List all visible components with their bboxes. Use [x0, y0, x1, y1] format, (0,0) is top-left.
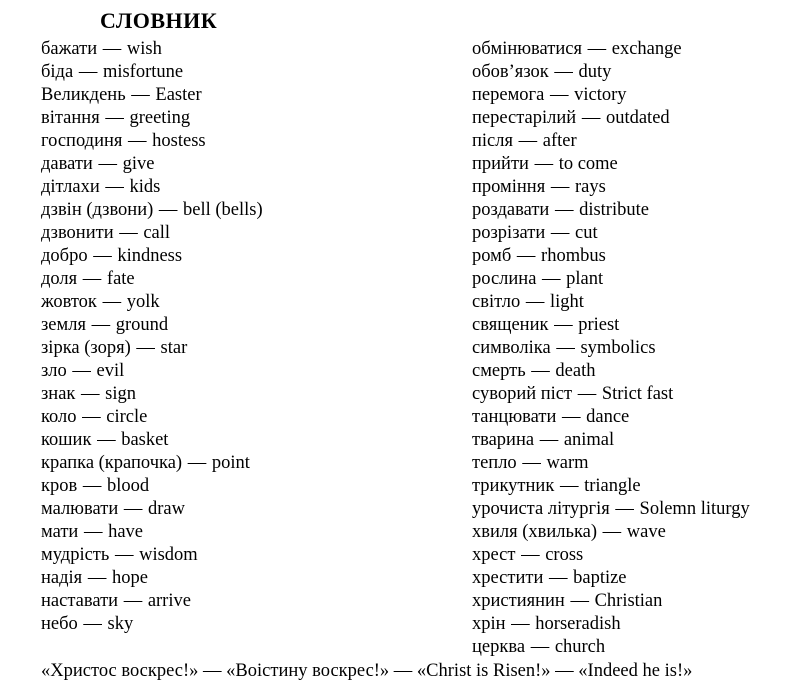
term-separator: —: [577, 108, 605, 128]
glossary-entry: [472, 38, 750, 61]
english-translation: basket: [121, 430, 169, 450]
ukrainian-term: хвиля (хвилька): [472, 522, 598, 542]
ukrainian-term: тепло: [472, 453, 517, 473]
ukrainian-term: християнин: [472, 591, 565, 611]
easter-greeting-phrase: «Христос воскрес!» — «Воістину воскрес!» — «Christ is Risen!» — «Indeed he is!»: [41, 661, 693, 681]
english-translation: cut: [574, 223, 598, 243]
glossary-entry: [472, 498, 750, 521]
english-translation: circle: [106, 407, 148, 427]
glossary-entry: [472, 245, 750, 268]
english-translation: plant: [566, 269, 604, 289]
ukrainian-term: символіка: [472, 338, 551, 358]
term-separator: —: [544, 568, 573, 588]
term-separator: —: [557, 407, 586, 427]
english-translation: kids: [129, 177, 161, 197]
term-separator: —: [506, 614, 535, 634]
english-translation: wisdom: [139, 545, 198, 565]
ukrainian-term: мудрість: [41, 545, 110, 565]
ukrainian-term: кров: [41, 476, 78, 496]
ukrainian-term: роздавати: [472, 200, 550, 220]
english-translation: distribute: [579, 200, 649, 220]
term-separator: —: [93, 154, 122, 174]
ukrainian-term: церква: [472, 637, 526, 657]
term-separator: —: [131, 338, 160, 358]
ukrainian-term: ромб: [472, 246, 512, 266]
ukrainian-term: перестарілий: [472, 108, 577, 128]
term-separator: —: [76, 384, 105, 404]
english-translation: wave: [626, 522, 666, 542]
english-translation: kindness: [117, 246, 183, 266]
english-translation: evil: [96, 361, 125, 381]
glossary-entry: [41, 383, 263, 406]
ukrainian-term: хрін: [472, 614, 506, 634]
ukrainian-term: давати: [41, 154, 93, 174]
term-separator: —: [154, 200, 183, 220]
term-separator: —: [183, 453, 211, 473]
glossary-entry: [41, 291, 263, 314]
term-separator: —: [78, 614, 107, 634]
ukrainian-term: небо: [41, 614, 78, 634]
english-translation: rhombus: [541, 246, 606, 266]
glossary-entry: [41, 360, 263, 383]
english-translation: cross: [545, 545, 584, 565]
glossary-entry: [472, 153, 750, 176]
term-separator: —: [517, 453, 546, 473]
term-separator: —: [119, 499, 147, 519]
ukrainian-term: бажати: [41, 39, 98, 59]
ukrainian-term: перемога: [472, 85, 545, 105]
term-separator: —: [546, 177, 574, 197]
ukrainian-term: танцювати: [472, 407, 557, 427]
ukrainian-term: жовток: [41, 292, 97, 312]
english-translation: hope: [111, 568, 148, 588]
term-separator: —: [119, 591, 147, 611]
ukrainian-term: священик: [472, 315, 549, 335]
glossary-entry: [41, 521, 263, 544]
term-separator: —: [77, 407, 106, 427]
english-translation: call: [143, 223, 171, 243]
glossary-entry: [41, 153, 263, 176]
glossary-entry: [41, 452, 263, 475]
english-translation: wish: [126, 39, 162, 59]
term-separator: —: [79, 522, 108, 542]
ukrainian-term: смерть: [472, 361, 526, 381]
english-translation: sky: [107, 614, 134, 634]
ukrainian-term: знак: [41, 384, 76, 404]
term-separator: —: [555, 476, 584, 496]
english-translation: rays: [574, 177, 606, 197]
glossary-entry: [472, 544, 750, 567]
glossary-entry: [41, 567, 263, 590]
term-separator: —: [550, 200, 579, 220]
ukrainian-term: хрестити: [472, 568, 544, 588]
glossary-entry: [472, 61, 750, 84]
glossary-entry: [472, 452, 750, 475]
glossary-entry: [41, 429, 263, 452]
term-separator: —: [521, 292, 549, 312]
glossary-entry: [472, 613, 750, 636]
term-separator: —: [126, 85, 155, 105]
term-separator: —: [549, 62, 578, 82]
glossary-entry: [472, 521, 750, 544]
glossary-entry: [472, 314, 750, 337]
english-translation: misfortune: [102, 62, 184, 82]
english-translation: exchange: [611, 39, 682, 59]
ukrainian-term: суворий піст: [472, 384, 573, 404]
english-translation: sign: [105, 384, 137, 404]
glossary-entry: [472, 636, 750, 659]
english-translation: ground: [115, 315, 169, 335]
glossary-entry: [41, 130, 263, 153]
glossary-entry: [472, 337, 750, 360]
term-separator: —: [83, 568, 111, 588]
glossary-entry: [472, 360, 750, 383]
ukrainian-term: біда: [41, 62, 74, 82]
glossary-entry: [472, 199, 750, 222]
ukrainian-term: кошик: [41, 430, 92, 450]
ukrainian-term: тварина: [472, 430, 535, 450]
ukrainian-term: дзвонити: [41, 223, 114, 243]
glossary-entry: [41, 84, 263, 107]
term-separator: —: [565, 591, 594, 611]
ukrainian-term: зірка (зоря): [41, 338, 131, 358]
ukrainian-term: наставати: [41, 591, 119, 611]
ukrainian-term: Великдень: [41, 85, 126, 105]
glossary-entry: [41, 268, 263, 291]
ukrainian-term: вітання: [41, 108, 100, 128]
english-translation: dance: [586, 407, 630, 427]
ukrainian-term: урочиста літургія: [472, 499, 610, 519]
english-translation: fate: [106, 269, 135, 289]
term-separator: —: [546, 223, 574, 243]
term-separator: —: [573, 384, 601, 404]
glossary-entry: [41, 498, 263, 521]
english-translation: symbolics: [580, 338, 656, 358]
ukrainian-term: трикутник: [472, 476, 555, 496]
glossary-entry: [41, 544, 263, 567]
english-translation: animal: [563, 430, 615, 450]
glossary-entry: [41, 245, 263, 268]
english-translation: to come: [558, 154, 618, 174]
glossary-entry: [472, 107, 750, 130]
glossary-entry: [472, 429, 750, 452]
english-translation: Christian: [594, 591, 663, 611]
glossary-entry: [472, 567, 750, 590]
english-translation: bell (bells): [183, 200, 263, 220]
glossary-entry: [472, 268, 750, 291]
english-translation: after: [542, 131, 577, 151]
english-translation: duty: [578, 62, 612, 82]
glossary-entry: [41, 107, 263, 130]
english-translation: triangle: [584, 476, 641, 496]
ukrainian-term: малювати: [41, 499, 119, 519]
ukrainian-term: мати: [41, 522, 79, 542]
term-separator: —: [78, 476, 106, 496]
glossary-entry: [41, 314, 263, 337]
english-translation: priest: [578, 315, 620, 335]
english-translation: outdated: [605, 108, 670, 128]
glossary-entry: [41, 61, 263, 84]
glossary-entry: [472, 475, 750, 498]
english-translation: horseradish: [535, 614, 621, 634]
term-separator: —: [86, 315, 115, 335]
english-translation: Strict fast: [601, 384, 674, 404]
glossary-entry: [472, 291, 750, 314]
term-separator: —: [545, 85, 574, 105]
glossary-entry: [472, 590, 750, 613]
ukrainian-term: добро: [41, 246, 88, 266]
ukrainian-term: дзвін (дзвони): [41, 200, 154, 220]
ukrainian-term: хрест: [472, 545, 516, 565]
term-separator: —: [598, 522, 626, 542]
ukrainian-term: господиня: [41, 131, 123, 151]
ukrainian-term: після: [472, 131, 513, 151]
english-translation: warm: [546, 453, 589, 473]
term-separator: —: [92, 430, 121, 450]
term-separator: —: [100, 177, 129, 197]
glossary-entry: [472, 84, 750, 107]
term-separator: —: [537, 269, 566, 289]
ukrainian-term: розрізати: [472, 223, 546, 243]
term-separator: —: [67, 361, 96, 381]
english-translation: light: [549, 292, 584, 312]
english-translation: draw: [147, 499, 185, 519]
term-separator: —: [549, 315, 578, 335]
ukrainian-term: дітлахи: [41, 177, 100, 197]
glossary-entry: [41, 222, 263, 245]
term-separator: —: [123, 131, 152, 151]
glossary-entry: [41, 590, 263, 613]
glossary-entry: [41, 337, 263, 360]
term-separator: —: [535, 430, 563, 450]
english-translation: Easter: [155, 85, 202, 105]
english-translation: have: [108, 522, 143, 542]
term-separator: —: [98, 39, 126, 59]
term-separator: —: [526, 637, 554, 657]
english-translation: greeting: [129, 108, 191, 128]
english-translation: baptize: [573, 568, 627, 588]
term-separator: —: [74, 62, 102, 82]
term-separator: —: [516, 545, 545, 565]
term-separator: —: [100, 108, 129, 128]
ukrainian-term: коло: [41, 407, 77, 427]
ukrainian-term: проміння: [472, 177, 546, 197]
term-separator: —: [582, 39, 611, 59]
english-translation: arrive: [147, 591, 191, 611]
english-translation: star: [160, 338, 188, 358]
english-translation: church: [554, 637, 606, 657]
glossary-entry: [41, 38, 263, 61]
glossary-entry: [41, 176, 263, 199]
english-translation: Solemn liturgy: [639, 499, 750, 519]
glossary-entry: [472, 383, 750, 406]
glossary-column-left: [41, 38, 263, 636]
glossary-entry: [41, 475, 263, 498]
ukrainian-term: світло: [472, 292, 521, 312]
english-translation: give: [122, 154, 155, 174]
glossary-entry: [41, 199, 263, 222]
term-separator: —: [512, 246, 541, 266]
term-separator: —: [551, 338, 580, 358]
english-translation: yolk: [126, 292, 160, 312]
glossary-entry: [41, 613, 263, 636]
ukrainian-term: рослина: [472, 269, 537, 289]
ukrainian-term: обмінюватися: [472, 39, 582, 59]
english-translation: blood: [106, 476, 150, 496]
ukrainian-term: обов’язок: [472, 62, 549, 82]
term-separator: —: [78, 269, 106, 289]
ukrainian-term: доля: [41, 269, 78, 289]
term-separator: —: [610, 499, 639, 519]
english-translation: hostess: [152, 131, 206, 151]
term-separator: —: [88, 246, 117, 266]
ukrainian-term: надія: [41, 568, 83, 588]
glossary-entry: [472, 406, 750, 429]
ukrainian-term: крапка (крапочка): [41, 453, 183, 473]
glossary-entry: [41, 406, 263, 429]
english-translation: point: [211, 453, 250, 473]
ukrainian-term: земля: [41, 315, 86, 335]
glossary-entry: [472, 222, 750, 245]
term-separator: —: [526, 361, 555, 381]
term-separator: —: [514, 131, 542, 151]
ukrainian-term: зло: [41, 361, 67, 381]
glossary-title: СЛОВНИК: [100, 8, 218, 33]
ukrainian-term: прийти: [472, 154, 529, 174]
english-translation: death: [555, 361, 596, 381]
english-translation: victory: [574, 85, 627, 105]
glossary-entry: [472, 130, 750, 153]
term-separator: —: [97, 292, 126, 312]
term-separator: —: [529, 154, 558, 174]
term-separator: —: [114, 223, 143, 243]
glossary-column-right: [472, 38, 750, 659]
term-separator: —: [110, 545, 139, 565]
glossary-entry: [472, 176, 750, 199]
